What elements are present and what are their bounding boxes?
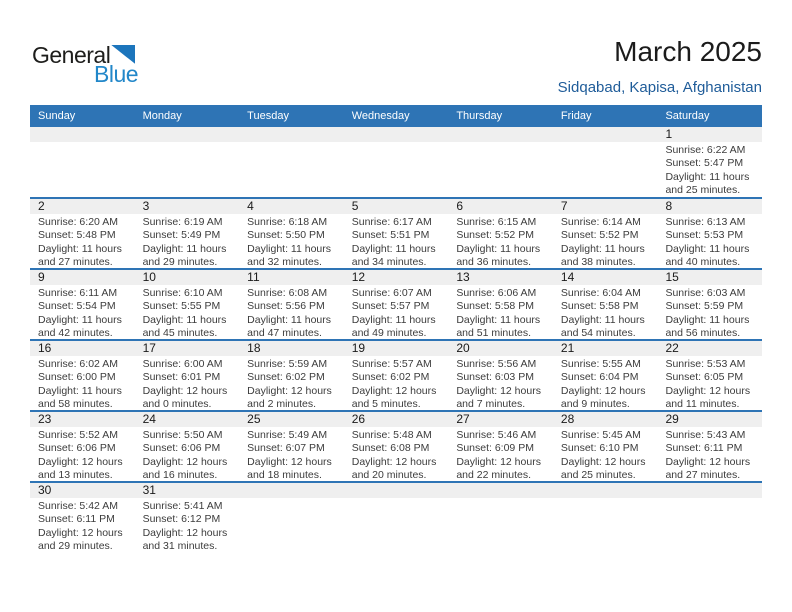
day-number: 31 [135, 483, 240, 498]
day-details: Sunrise: 5:50 AM Sunset: 6:06 PM Daylight: 12 hours and 16 minutes. [142, 429, 228, 481]
day-details: Sunrise: 5:46 AM Sunset: 6:09 PM Daylight: 12 hours and 22 minutes. [456, 429, 541, 481]
day-number: 15 [657, 270, 762, 285]
day-number [344, 483, 449, 498]
day-number: 6 [448, 199, 553, 214]
day-details: Sunrise: 6:17 AM Sunset: 5:51 PM Daylight: 11 hours and 34 minutes. [351, 216, 436, 268]
day-number: 4 [239, 199, 344, 214]
day-cell [553, 270, 658, 339]
day-cell [239, 412, 344, 481]
day-details: Sunrise: 5:45 AM Sunset: 6:10 PM Daylight: 12 hours and 25 minutes. [560, 429, 646, 481]
day-number: 20 [448, 341, 553, 356]
day-details: Sunrise: 5:41 AM Sunset: 6:12 PM Daylight: 12 hours and 31 minutes. [142, 500, 228, 552]
day-details: Sunrise: 5:43 AM Sunset: 6:11 PM Daylight: 12 hours and 27 minutes. [665, 429, 751, 481]
day-details: Sunrise: 6:11 AM Sunset: 5:54 PM Daylight: 11 hours and 42 minutes. [38, 287, 122, 339]
week-row [30, 339, 762, 410]
day-cell [135, 412, 240, 481]
empty-day-cell [448, 483, 553, 552]
location-subtitle: Sidqabad, Kapisa, Afghanistan [557, 79, 762, 96]
day-number: 18 [239, 341, 344, 356]
weekday-header-friday: Friday [560, 110, 592, 122]
day-cell [135, 483, 240, 552]
day-number: 8 [657, 199, 762, 214]
day-details: Sunrise: 6:07 AM Sunset: 5:57 PM Daylight: 11 hours and 49 minutes. [351, 287, 436, 339]
day-number: 23 [30, 412, 135, 427]
day-details: Sunrise: 5:42 AM Sunset: 6:11 PM Daylight: 12 hours and 29 minutes. [38, 500, 123, 552]
empty-day-cell [448, 127, 553, 197]
day-number: 11 [239, 270, 344, 285]
day-cell [30, 270, 135, 339]
weekday-header-thursday: Thursday [456, 110, 503, 122]
day-details: Sunrise: 5:53 AM Sunset: 6:05 PM Daylight: 12 hours and 11 minutes. [665, 358, 751, 410]
day-number: 14 [553, 270, 658, 285]
day-number [135, 127, 240, 142]
empty-day-cell [30, 127, 135, 197]
day-cell [239, 341, 344, 410]
week-row [30, 127, 762, 197]
week-row [30, 197, 762, 268]
day-number: 28 [553, 412, 658, 427]
empty-day-cell [344, 483, 449, 552]
day-number: 16 [30, 341, 135, 356]
day-number [30, 127, 135, 142]
day-cell [657, 341, 762, 410]
empty-day-cell [344, 127, 449, 197]
day-number [239, 483, 344, 498]
empty-day-cell [657, 483, 762, 552]
weekday-header-row [30, 105, 762, 127]
week-row [30, 268, 762, 339]
day-cell [135, 199, 240, 268]
weekday-header-tuesday: Tuesday [247, 110, 289, 122]
day-cell [239, 270, 344, 339]
day-details: Sunrise: 5:55 AM Sunset: 6:04 PM Daylight: 12 hours and 9 minutes. [560, 358, 646, 410]
day-details: Sunrise: 6:13 AM Sunset: 5:53 PM Daylight: 11 hours and 40 minutes. [665, 216, 750, 268]
month-calendar [30, 105, 762, 552]
day-number: 19 [344, 341, 449, 356]
day-number: 17 [135, 341, 240, 356]
day-details: Sunrise: 6:02 AM Sunset: 6:00 PM Daylight: 11 hours and 58 minutes. [38, 358, 122, 410]
empty-day-cell [239, 483, 344, 552]
day-cell [553, 341, 658, 410]
week-row [30, 410, 762, 481]
day-details: Sunrise: 6:22 AM Sunset: 5:47 PM Daylight: 11 hours and 25 minutes. [665, 144, 750, 197]
day-details: Sunrise: 5:48 AM Sunset: 6:08 PM Daylight: 12 hours and 20 minutes. [351, 429, 437, 481]
day-number: 24 [135, 412, 240, 427]
day-number: 12 [344, 270, 449, 285]
day-details: Sunrise: 6:18 AM Sunset: 5:50 PM Daylight: 11 hours and 32 minutes. [247, 216, 332, 268]
day-cell [30, 199, 135, 268]
day-cell [448, 341, 553, 410]
day-number: 26 [344, 412, 449, 427]
empty-day-cell [135, 127, 240, 197]
day-cell [135, 270, 240, 339]
weekday-header-wednesday: Wednesday [351, 110, 410, 122]
empty-day-cell [553, 483, 658, 552]
day-details: Sunrise: 6:06 AM Sunset: 5:58 PM Daylight: 11 hours and 51 minutes. [456, 287, 541, 339]
day-number [657, 483, 762, 498]
weekday-header-monday: Monday [142, 110, 182, 122]
day-cell [30, 412, 135, 481]
day-details: Sunrise: 5:59 AM Sunset: 6:02 PM Daylight: 12 hours and 2 minutes. [247, 358, 332, 410]
logo-text-general: General [32, 42, 111, 68]
day-number: 1 [657, 127, 762, 142]
day-cell [657, 270, 762, 339]
day-number [239, 127, 344, 142]
day-details: Sunrise: 6:03 AM Sunset: 5:59 PM Daylight: 11 hours and 56 minutes. [665, 287, 750, 339]
day-details: Sunrise: 5:57 AM Sunset: 6:02 PM Daylight: 12 hours and 5 minutes. [351, 358, 437, 410]
weekday-header-sunday: Sunday [38, 110, 76, 122]
day-number: 13 [448, 270, 553, 285]
day-number: 5 [344, 199, 449, 214]
day-cell [448, 199, 553, 268]
day-cell [344, 412, 449, 481]
day-details: Sunrise: 5:52 AM Sunset: 6:06 PM Daylight: 12 hours and 13 minutes. [38, 429, 123, 481]
day-details: Sunrise: 6:08 AM Sunset: 5:56 PM Daylight: 11 hours and 47 minutes. [247, 287, 332, 339]
day-number: 9 [30, 270, 135, 285]
day-number: 30 [30, 483, 135, 498]
day-number: 22 [657, 341, 762, 356]
day-number: 2 [30, 199, 135, 214]
day-details: Sunrise: 6:19 AM Sunset: 5:49 PM Daylight: 11 hours and 29 minutes. [142, 216, 227, 268]
day-cell [30, 483, 135, 552]
day-number [344, 127, 449, 142]
day-number [553, 127, 658, 142]
day-number: 10 [135, 270, 240, 285]
day-cell [448, 270, 553, 339]
day-cell [344, 199, 449, 268]
day-cell [553, 199, 658, 268]
day-cell [344, 270, 449, 339]
day-number [553, 483, 658, 498]
day-cell [30, 341, 135, 410]
day-details: Sunrise: 5:56 AM Sunset: 6:03 PM Daylight: 12 hours and 7 minutes. [456, 358, 541, 410]
general-blue-logo [32, 44, 138, 86]
day-number [448, 483, 553, 498]
day-details: Sunrise: 6:04 AM Sunset: 5:58 PM Daylight: 11 hours and 54 minutes. [560, 287, 645, 339]
day-cell [657, 127, 762, 197]
day-details: Sunrise: 6:00 AM Sunset: 6:01 PM Daylight: 12 hours and 0 minutes. [142, 358, 228, 410]
logo-text-blue: Blue [94, 61, 139, 87]
calendar-body [30, 127, 762, 552]
day-details: Sunrise: 5:49 AM Sunset: 6:07 PM Daylight: 12 hours and 18 minutes. [247, 429, 332, 481]
day-cell [239, 199, 344, 268]
day-cell [344, 341, 449, 410]
day-details: Sunrise: 6:20 AM Sunset: 5:48 PM Daylight: 11 hours and 27 minutes. [38, 216, 122, 268]
page-title: March 2025 [614, 36, 762, 67]
day-cell [657, 412, 762, 481]
empty-day-cell [239, 127, 344, 197]
day-details: Sunrise: 6:14 AM Sunset: 5:52 PM Daylight: 11 hours and 38 minutes. [560, 216, 645, 268]
day-details: Sunrise: 6:15 AM Sunset: 5:52 PM Daylight: 11 hours and 36 minutes. [456, 216, 541, 268]
day-number: 25 [239, 412, 344, 427]
day-cell [448, 412, 553, 481]
day-number [448, 127, 553, 142]
day-cell [135, 341, 240, 410]
day-number: 29 [657, 412, 762, 427]
weekday-header-saturday: Saturday [665, 110, 710, 122]
day-number: 3 [135, 199, 240, 214]
week-row [30, 481, 762, 552]
day-details: Sunrise: 6:10 AM Sunset: 5:55 PM Daylight: 11 hours and 45 minutes. [142, 287, 227, 339]
day-cell [553, 412, 658, 481]
day-number: 7 [553, 199, 658, 214]
day-number: 21 [553, 341, 658, 356]
day-number: 27 [448, 412, 553, 427]
empty-day-cell [553, 127, 658, 197]
day-cell [657, 199, 762, 268]
